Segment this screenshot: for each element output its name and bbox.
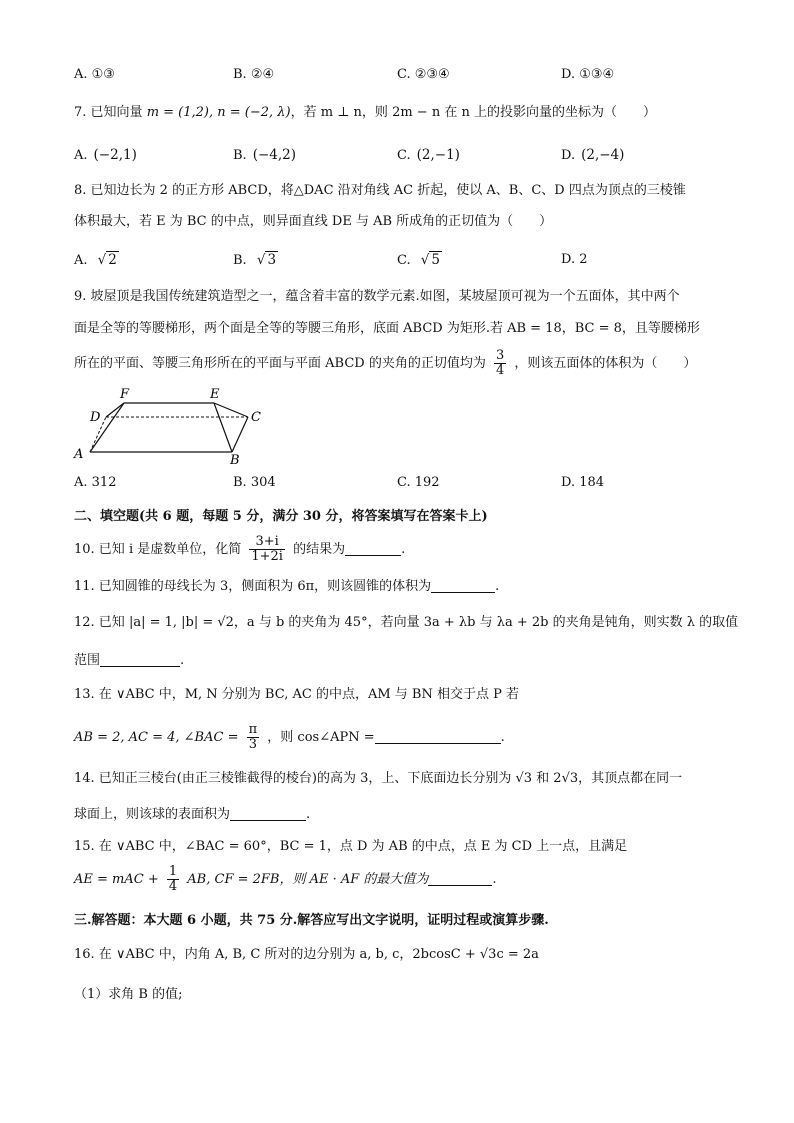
label-A: A (74, 447, 84, 462)
q9-fraction: $\frac{3}{4}$ (495, 348, 505, 378)
label-B: B (230, 453, 240, 464)
q12-answer-blank (100, 652, 180, 667)
q8-option-c: C. √ 5 (397, 252, 440, 268)
q7-stem (74, 104, 656, 122)
q10-fraction: $\frac{3+i}{1+2i}$ (251, 534, 283, 564)
label-F: F (120, 387, 130, 402)
edge-BC (232, 417, 248, 452)
q6-option-b: B. ②④ (233, 67, 275, 82)
q8-line-1: 8. 已知边长为 2 的正方形 ABCD，将△DAC 沿对角线 AC 折起，使以 A、B、C、D 四点为顶点的三棱锥 (74, 183, 686, 198)
section-2-heading: 二、填空题(共 6 题，每题 5 分，满分 30 分，将答案填写在答案卡上) (74, 509, 488, 524)
q7-prefix: 7. 已知向量 (74, 105, 143, 120)
q13-answer-blank (375, 729, 501, 744)
q7-option-b: B. (−4,2) (233, 147, 297, 163)
q6-option-c: C. ②③④ (397, 67, 450, 82)
q11-answer-blank (431, 578, 495, 593)
q14-answer-blank (230, 806, 306, 821)
q16-part-1: （1）求角 B 的值; (74, 987, 183, 1002)
q9-line-3: 所在的平面、等腰三角形所在的平面与平面 ABCD 的夹角的正切值均为 $\frac{3}{4}$ ，则该五面体的体积为（ ） (74, 348, 697, 378)
edge-DF (106, 403, 124, 417)
q9-option-b: B. 304 (233, 475, 276, 490)
q13-line-1: 13. 在 ∨ABC 中，M, N 分别为 BC, AC 的中点，AM 与 BN 相交于点 P 若 (74, 687, 519, 702)
q13-line-2: AB = 2, AC = 4, ∠BAC = $\frac{\pi}{3}$ ，则 cos∠APN = . (74, 722, 505, 752)
q9-option-d: D. 184 (561, 475, 605, 490)
edge-BE (214, 403, 232, 452)
q12-line-1: 12. 已知 |a| = 1, |b| = √2，a 与 b 的夹角为 45°，若向量 3a + λb 与 λa + 2b 的夹角是钝角，则实数 λ 的取值 (74, 615, 739, 630)
q9-option-a: A. 312 (74, 475, 117, 490)
q14-line-1: 14. 已知正三棱台(由正三棱锥截得的棱台)的高为 3，上、下底面边长分别为 √3 和 2√3，其顶点都在同一 (74, 771, 683, 786)
q9-line-1: 9. 坡屋顶是我国传统建筑造型之一，蕴含着丰富的数学元素.如图，某坡屋顶可视为一个五面体，其中两个 (74, 289, 680, 304)
q8-option-a: A. √ 2 (74, 252, 117, 268)
q8-option-d: D. 2 (561, 252, 588, 267)
q7-option-a: A. (−2,1) (74, 147, 137, 163)
label-C: C (251, 410, 261, 425)
label-E: E (210, 387, 220, 402)
q9-line-2: 面是全等的等腰梯形，两个面是全等的等腰三角形，底面 ABCD 为矩形.若 AB = 18，BC = 8，且等腰梯形 (74, 321, 700, 336)
q15-line-1: 15. 在 ∨ABC 中，∠BAC = 60°，BC = 1，点 D 为 AB 的中点，点 E 为 CD 上一点，且满足 (74, 839, 628, 854)
q11: 11. 已知圆锥的母线长为 3，侧面积为 6π，则该圆锥的体积为 . (74, 579, 500, 594)
label-D: D (90, 410, 101, 425)
q12-line-2: 范围 . (74, 653, 185, 668)
q14-line-2: 球面上，则该球的表面积为 . (74, 807, 311, 822)
q7-option-d: D. (2,−4) (561, 147, 625, 163)
q8-option-b: B. √ 3 (233, 252, 277, 268)
q15-line-2: AE = mAC + $\frac{1}{4}$ AB, CF = 2FB，则 AE · AF 的最大值为 . (74, 864, 497, 894)
q10: 10. 已知 i 是虚数单位，化简 $\frac{3+i}{1+2i}$ 的结果为 . (74, 534, 406, 564)
q7-mid: ，若 m ⊥ n，则 2m − n 在 n 上的投影向量的坐标为（ ） (290, 105, 656, 120)
q6-option-a: A. ①③ (74, 67, 115, 82)
q9-option-c: C. 192 (397, 475, 440, 490)
q15-fraction: $\frac{1}{4}$ (168, 864, 178, 894)
q8-line-2: 体积最大，若 E 为 BC 的中点，则异面直线 DE 与 AB 所成角的正切值为（ ） (74, 214, 553, 229)
q6-option-d: D. ①③④ (561, 67, 615, 82)
edge-CE (214, 403, 248, 417)
q16-line-1: 16. 在 ∨ABC 中，内角 A, B, C 所对的边分别为 a, b, c，2bcosC + √3c = 2a (74, 947, 539, 962)
section-3-heading: 三.解答题：本大题 6 小题，共 75 分.解答应写出文字说明，证明过程或演算步骤. (74, 913, 549, 928)
q9-figure (70, 384, 270, 464)
q13-fraction: $\frac{\pi}{3}$ (248, 722, 258, 752)
q7-expr: m = (1,2), n = (−2, λ) (146, 105, 291, 120)
q7-option-c: C. (2,−1) (397, 147, 460, 163)
q10-answer-blank (345, 541, 401, 556)
q15-answer-blank (428, 871, 492, 886)
